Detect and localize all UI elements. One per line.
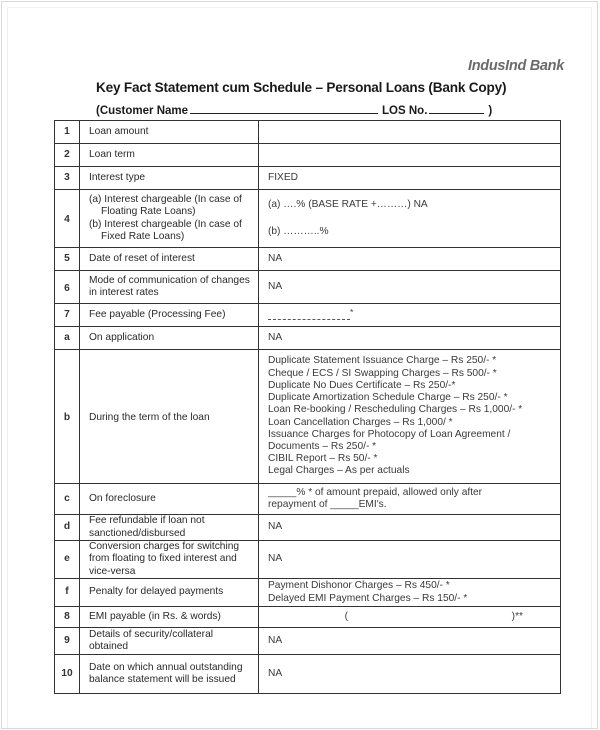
charge-item: Loan Cancellation Charges – Rs 1,000/ * bbox=[268, 416, 453, 428]
row-label: Date on which annual outstanding balance statement will be issued bbox=[80, 655, 259, 694]
value-line: repayment of _____EMI's. bbox=[268, 499, 387, 510]
value-line: Payment Dishonor Charges – Rs 450/- * bbox=[268, 580, 450, 592]
row-label: Fee payable (Processing Fee) bbox=[80, 304, 259, 327]
value-line: _____% * of amount prepaid, allowed only after bbox=[268, 486, 483, 498]
row-value: NA bbox=[259, 515, 561, 541]
row-number: e bbox=[55, 541, 80, 579]
term-charges-list bbox=[259, 350, 561, 484]
row-value: NA bbox=[259, 248, 561, 271]
row-label: Loan amount bbox=[80, 121, 259, 144]
row-number: 9 bbox=[55, 628, 80, 655]
table-row bbox=[55, 350, 561, 484]
delayed-payment-value bbox=[259, 579, 561, 607]
interest-type-value: FIXED bbox=[259, 167, 561, 190]
charge-item: CIBIL Report – Rs 50/- * bbox=[268, 453, 378, 465]
table-row bbox=[55, 144, 561, 167]
row-label: Loan term bbox=[80, 144, 259, 167]
interest-chargeable-value bbox=[259, 190, 561, 248]
customer-name-label: (Customer Name bbox=[96, 105, 189, 117]
table-row bbox=[55, 579, 561, 607]
row-number: 1 bbox=[55, 121, 80, 144]
loan-term-value[interactable] bbox=[259, 144, 561, 167]
row-number: 10 bbox=[55, 655, 80, 694]
table-row bbox=[55, 484, 561, 515]
customer-name-field[interactable] bbox=[190, 104, 378, 114]
charge-item: Cheque / ECS / SI Swapping Charges – Rs 500/- * bbox=[268, 367, 497, 379]
table-row bbox=[55, 628, 561, 655]
row-number: f bbox=[55, 579, 80, 607]
row-number: a bbox=[55, 327, 80, 350]
row-label: On application bbox=[80, 327, 259, 350]
emi-payable-value[interactable]: ( )** bbox=[259, 607, 561, 628]
charge-item: Duplicate No Dues Certificate – Rs 250/-* bbox=[268, 379, 456, 391]
processing-fee-value[interactable]: * bbox=[259, 304, 561, 327]
row-label: Mode of communication of changes in interest rates bbox=[80, 271, 259, 304]
row-number: 7 bbox=[55, 304, 80, 327]
row-number: b bbox=[55, 350, 80, 484]
row-value: NA bbox=[259, 655, 561, 694]
charge-item: Loan Re-booking / Rescheduling Charges – Rs 1,000/- * bbox=[268, 404, 523, 416]
row-number: 8 bbox=[55, 607, 80, 628]
charge-item: Issuance Charges for Photocopy of Loan Agreement / bbox=[268, 428, 511, 440]
bank-logo-text: IndusInd Bank bbox=[468, 58, 564, 74]
row-value: NA bbox=[259, 541, 561, 579]
row-number: 5 bbox=[55, 248, 80, 271]
table-row bbox=[55, 327, 561, 350]
customer-line: (Customer Name LOS No. ) bbox=[96, 105, 493, 117]
table-row bbox=[55, 167, 561, 190]
row-label: Fee refundable if loan not sanctioned/disbursed bbox=[80, 515, 259, 541]
row-value: NA bbox=[259, 327, 561, 350]
row-label: EMI payable (in Rs. & words) bbox=[80, 607, 259, 628]
charge-item: Documents – Rs 250/- * bbox=[268, 440, 377, 452]
table-row bbox=[55, 541, 561, 579]
value-line: (b) ………..% bbox=[268, 225, 329, 237]
label-line: (a) Interest chargeable (In case of Floating Rate Loans) bbox=[89, 194, 242, 218]
row-number: 3 bbox=[55, 167, 80, 190]
table-row bbox=[55, 190, 561, 248]
row-number: 2 bbox=[55, 144, 80, 167]
loan-amount-value[interactable] bbox=[259, 121, 561, 144]
value-line: Delayed EMI Payment Charges – Rs 150/- * bbox=[268, 592, 468, 604]
row-label: On foreclosure bbox=[80, 484, 259, 515]
processing-fee-blank[interactable] bbox=[268, 311, 350, 320]
table-row bbox=[55, 248, 561, 271]
table-row bbox=[55, 271, 561, 304]
row-label: During the term of the loan bbox=[80, 350, 259, 484]
table-row bbox=[55, 304, 561, 327]
document-title: Key Fact Statement cum Schedule – Personal Loans (Bank Copy) bbox=[96, 80, 507, 95]
row-label: Details of security/collateral obtained bbox=[80, 628, 259, 655]
los-number-label: LOS No. bbox=[382, 105, 428, 117]
foreclosure-value bbox=[259, 484, 561, 515]
row-number: 4 bbox=[55, 190, 80, 248]
table-row bbox=[55, 121, 561, 144]
row-number: c bbox=[55, 484, 80, 515]
charge-item: Legal Charges – As per actuals bbox=[268, 465, 410, 477]
label-line: (b) Interest chargeable (In case of Fixed Rate Loans) bbox=[89, 218, 242, 242]
row-label: Conversion charges for switching from floating to fixed interest and vice-versa bbox=[80, 541, 259, 579]
table-row bbox=[55, 607, 561, 628]
row-label: Penalty for delayed payments bbox=[80, 579, 259, 607]
key-fact-table bbox=[54, 120, 561, 694]
table-row bbox=[55, 655, 561, 694]
table-row bbox=[55, 515, 561, 541]
value-line: (a) ….% (BASE RATE +………) NA bbox=[268, 199, 428, 211]
charge-item: Duplicate Amortization Schedule Charge – Rs 250/- * bbox=[268, 392, 508, 404]
row-label bbox=[80, 190, 259, 248]
row-value: NA bbox=[259, 271, 561, 304]
row-number: 6 bbox=[55, 271, 80, 304]
row-value: NA bbox=[259, 628, 561, 655]
charge-item: Duplicate Statement Issuance Charge – Rs 250/- * bbox=[268, 355, 497, 367]
los-number-field[interactable] bbox=[429, 104, 484, 114]
row-label: Interest type bbox=[80, 167, 259, 190]
row-label: Date of reset of interest bbox=[80, 248, 259, 271]
row-number: d bbox=[55, 515, 80, 541]
